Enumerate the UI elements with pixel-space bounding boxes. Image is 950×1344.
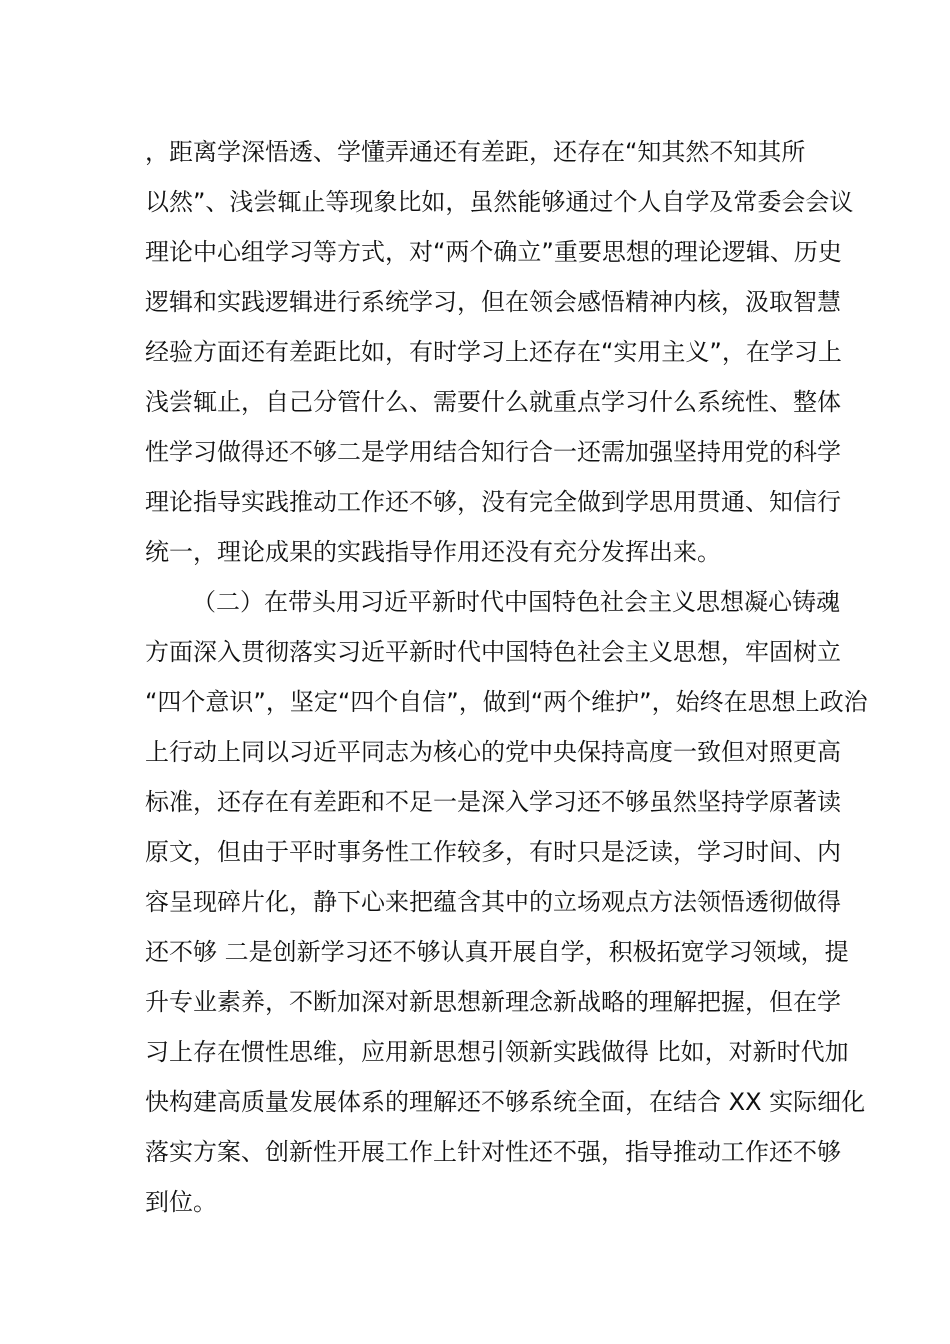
paragraph-2-line-9: 升专业素养，不断加深对新思想新理念新战略的理解把握，但在学 — [145, 988, 841, 1016]
paragraph-2-line-11: 快构建高质量发展体系的理解还不够系统全面，在结合 XX 实际细化 — [145, 1088, 866, 1116]
paragraph-1-line-7: 性学习做得还不够二是学用结合知行合一还需加强坚持用党的科学 — [145, 438, 841, 466]
paragraph-1-line-2: 以然”、浅尝辄止等现象比如，虽然能够通过个人自学及常委会会议 — [145, 188, 854, 216]
paragraph-2-line-13: 到位。 — [145, 1188, 217, 1216]
paragraph-1-line-1: ，距离学深悟透、学懂弄通还有差距，还存在“知其然不知其所 — [145, 138, 806, 166]
paragraph-1-line-3: 理论中心组学习等方式，对“两个确立”重要思想的理论逻辑、历史 — [145, 238, 842, 266]
paragraph-2-line-7: 容呈现碎片化，静下心来把蕴含其中的立场观点方法领悟透彻做得 — [145, 888, 841, 916]
paragraph-2-line-3: “四个意识”，坚定“四个自信”，做到“两个维护”，始终在思想上政治 — [145, 688, 868, 716]
paragraph-2-line-2: 方面深入贯彻落实习近平新时代中国特色社会主义思想，牢固树立 — [145, 638, 841, 666]
paragraph-1-line-5: 经验方面还有差距比如，有时学习上还存在“实用主义”，在学习上 — [145, 338, 842, 366]
paragraph-1-line-8: 理论指导实践推动工作还不够，没有完全做到学思用贯通、知信行 — [145, 488, 841, 516]
paragraph-1-line-4: 逻辑和实践逻辑进行系统学习，但在领会感悟精神内核，汲取智慧 — [145, 288, 841, 316]
paragraph-2-line-6: 原文，但由于平时事务性工作较多，有时只是泛读，学习时间、内 — [145, 838, 841, 866]
paragraph-1-line-9: 统一，理论成果的实践指导作用还没有充分发挥出来。 — [145, 538, 721, 566]
paragraph-2-line-12: 落实方案、创新性开展工作上针对性还不强，指导推动工作还不够 — [145, 1138, 841, 1166]
paragraph-2-line-4: 上行动上同以习近平同志为核心的党中央保持高度一致但对照更高 — [145, 738, 841, 766]
paragraph-2-line-10: 习上存在惯性思维，应用新思想引领新实践做得 比如，对新时代加 — [145, 1038, 849, 1066]
paragraph-2-line-8: 还不够 二是创新学习还不够认真开展自学，积极拓宽学习领域，提 — [145, 938, 849, 966]
section-heading-2: （二）在带头用习近平新时代中国特色社会主义思想凝心铸魂 — [192, 588, 840, 616]
paragraph-2-line-5: 标准，还存在有差距和不足一是深入学习还不够虽然坚持学原著读 — [145, 788, 841, 816]
paragraph-1-line-6: 浅尝辄止，自己分管什么、需要什么就重点学习什么系统性、整体 — [145, 388, 841, 416]
